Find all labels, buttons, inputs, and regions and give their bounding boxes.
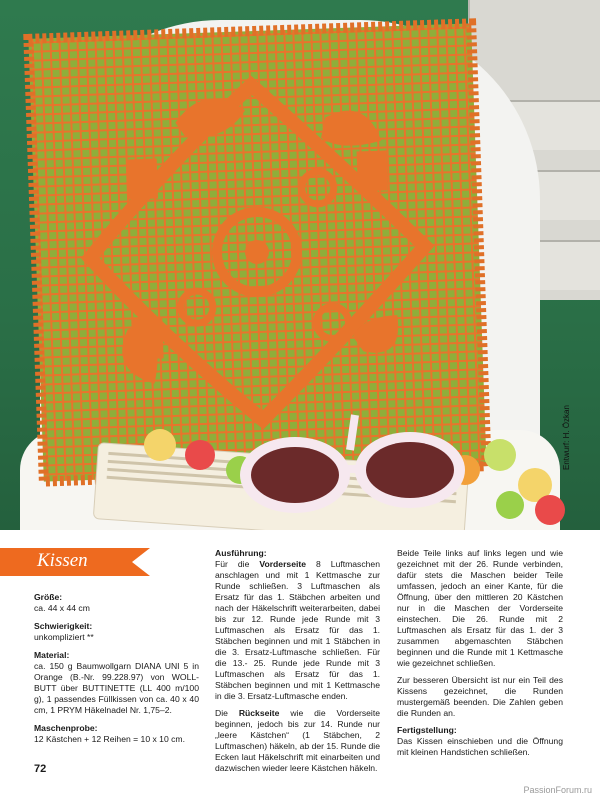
joining-paragraph: Beide Teile links auf links legen und wie gezeichnet mit der 26. Runde verbinden, dafür stets die Maschen beider Teile umfassen, jedoch an einer Kante, für die Öffnung, über den mittleren 20 Kästchen nur in die Maschen der Vorderseite einstechen. Die 26. Runde mit 2 Luftmaschen als Ersatz für das 1. der 3 zusammen abgemaschten Stäbchen beginnen und die Runde mit 1 Kettmasche wie gezeichnet schließen. [397,548,563,668]
material-text: ca. 150 g Baumwollgarn DIANA UNI 5 in Orange (B.-Nr. 99.228.97) von WOLL-BUTT über BUTTINETTE (LL 400 m/100 g), 1 passendes Füllkissen von ca. 40 x 40 cm, 1 PRYM Häkelnadel Nr. 1,75–2. [34,661,199,715]
instructions-heading: Ausführung: [215,548,267,558]
difficulty-value: unkompliziert ** [34,632,94,642]
page-number: 72 [34,763,47,775]
size-heading: Größe: [34,592,63,602]
finishing-paragraph: Das Kissen einschieben und die Öffnung mit kleinen Handstichen schließen. [397,736,563,757]
sunglasses [235,410,475,520]
column-materials [34,592,199,752]
article-title: Kissen [37,550,88,571]
finishing-heading: Fertigstellung: [397,725,457,735]
material-heading: Material: [34,650,70,660]
chart-note-paragraph: Zur besseren Übersicht ist nur ein Teil des Kissens gezeichnet, die Runden mustergemäß beenden. Die Zahlen geben die Runden an. [397,675,563,718]
difficulty-heading: Schwierigkeit: [34,621,93,631]
front-side-paragraph: Für die Vorderseite 8 Luftmaschen anschlagen und mit 1 Kettmasche zur Runde schließen. 3 Luftmaschen als Ersatz für das 1. Stäbchen arbeiten und nach der Häkelschrift weiterarbeiten, dabei bis zur 12. Runde jede Runde mit 3 Luftmaschen als Ersatz für das 1. Stäbchen beginnen und mit 1 Stäbchen in die 3. Ersatz-Luftmasche schließen. Für die 13.- 25. Runde jede Runde mit 3 Luftmaschen als Ersatz für das 1. Stäbchen beginnen und mit 1 Kettmasche in die 3. Ersatz-Luftmasche enden. [215,559,380,701]
column-assembly [397,548,563,764]
size-value: ca. 44 x 44 cm [34,603,90,613]
column-instructions [215,548,380,780]
gauge-value: 12 Kästchen + 12 Reihen = 10 x 10 cm. [34,734,185,744]
photo-credit: Entwurf: H. Özkan [562,405,571,470]
gauge-heading: Maschenprobe: [34,723,98,733]
back-side-paragraph: Die Rückseite wie die Vorderseite beginnen, jedoch bis zur 14. Runde nur „leere Kästchen“ (1 Stäbchen, 2 Luftmaschen) häkeln, ab der 15. Runde die Ecken laut Häkelschrift mit einarbeiten und dazwischen wieder leere Kästchen häkeln. [215,708,380,773]
watermark: PassionForum.ru [523,785,592,795]
